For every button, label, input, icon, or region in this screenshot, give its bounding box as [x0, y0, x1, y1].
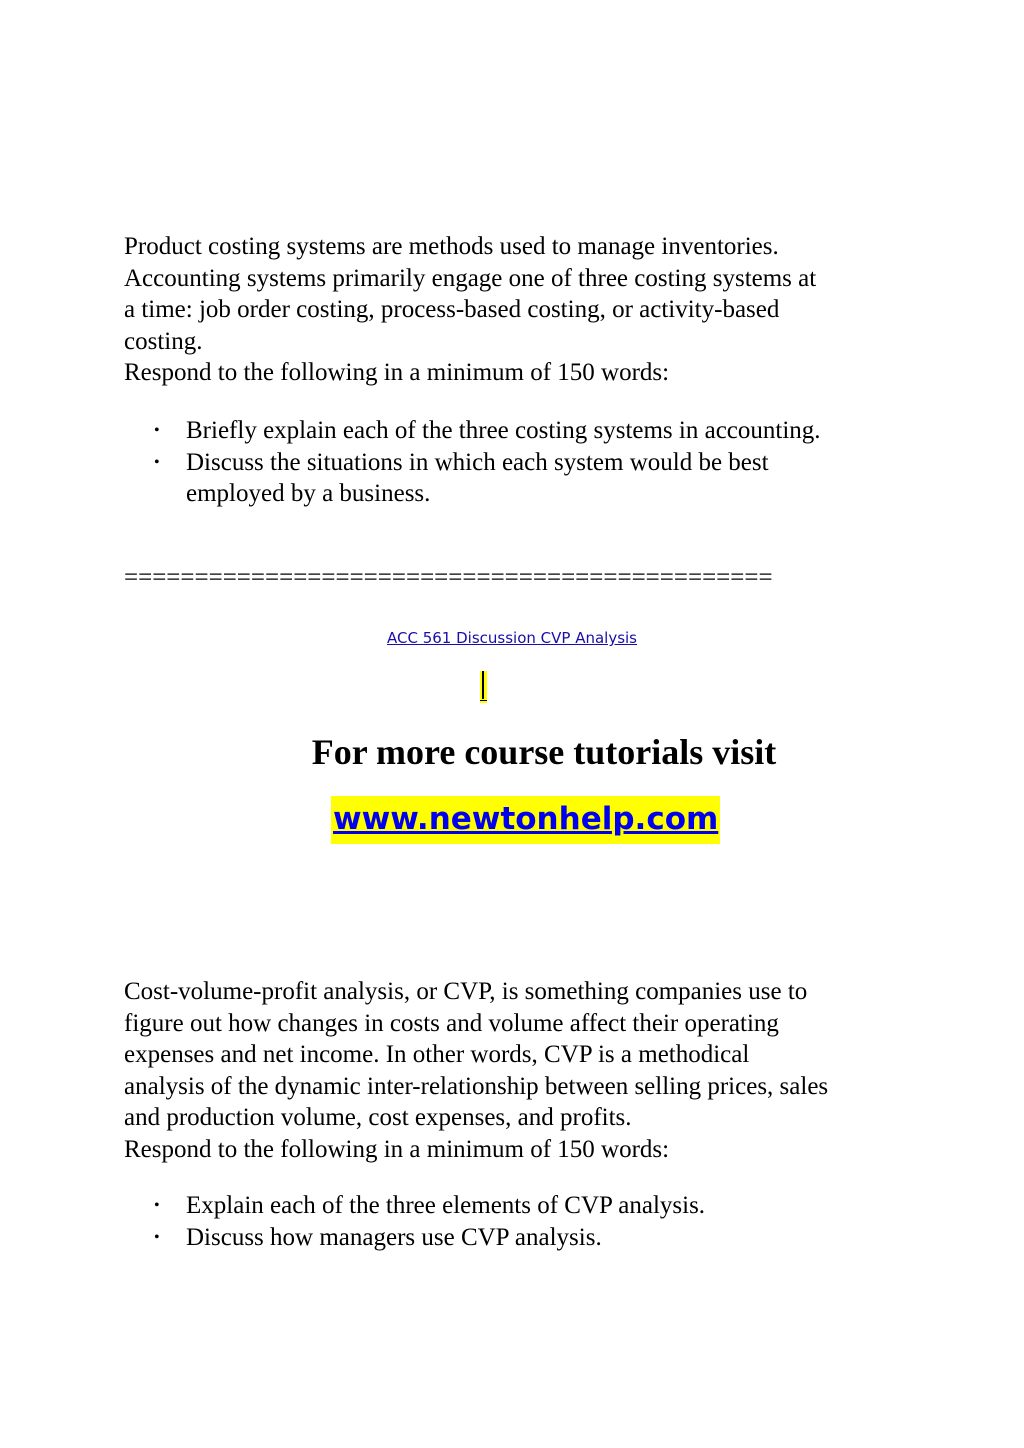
paragraph-line: costing.	[124, 327, 203, 355]
bullet-icon: •	[154, 422, 160, 439]
cvp-bullet-list	[124, 1190, 914, 1253]
list-item	[124, 447, 836, 510]
paragraph-line: expenses and net income. In other words, CVP is a methodical	[124, 1041, 750, 1068]
bullet-text: Discuss the situations in which each system would be best employed by a business.	[186, 448, 769, 507]
list-item	[124, 1222, 914, 1254]
paragraph-line: figure out how changes in costs and volume affect their operating	[124, 1009, 779, 1037]
paragraph-line: analysis of the dynamic inter-relationship between selling prices, sales	[124, 1072, 829, 1100]
paragraph-line: Cost-volume-profit analysis, or CVP, is something companies use to	[124, 978, 808, 1005]
bullet-text: Explain each of the three elements of CVP analysis.	[186, 1192, 706, 1219]
paragraph-line: and production volume, cost expenses, and profits.	[124, 1104, 632, 1131]
discussion-link[interactable]: ACC 561 Discussion CVP Analysis	[387, 629, 637, 647]
costing-bullet-list	[124, 415, 914, 510]
promo-heading: For more course tutorials visit	[311, 732, 777, 772]
bullet-icon: •	[154, 1197, 160, 1214]
bullet-text: Discuss how managers use CVP analysis.	[186, 1223, 602, 1251]
intro-paragraph-cvp	[124, 976, 914, 1165]
paragraph-line: a time: job order costing, process-based costing, or activity-based	[124, 296, 780, 323]
paragraph-line: Respond to the following in a minimum of 150 words:	[124, 1135, 670, 1163]
bullet-icon: •	[154, 453, 160, 471]
list-item	[124, 1190, 914, 1222]
paragraph-line: Accounting systems primarily engage one of three costing systems at	[124, 264, 817, 292]
paragraph-line: Respond to the following in a minimum of 150 words:	[124, 359, 670, 386]
bullet-text: Briefly explain each of the three costing systems in accounting.	[186, 417, 821, 444]
website-link[interactable]: www.newtonhelp.com	[331, 796, 720, 844]
intro-paragraph-costing	[124, 231, 914, 389]
paragraph-line: Product costing systems are methods used to manage inventories.	[124, 233, 779, 260]
bullet-icon: •	[154, 1228, 160, 1246]
text-cursor-icon	[480, 671, 487, 703]
section-divider: ==============================================	[124, 564, 773, 591]
discussion-title	[0, 627, 1024, 649]
list-item	[124, 415, 914, 447]
